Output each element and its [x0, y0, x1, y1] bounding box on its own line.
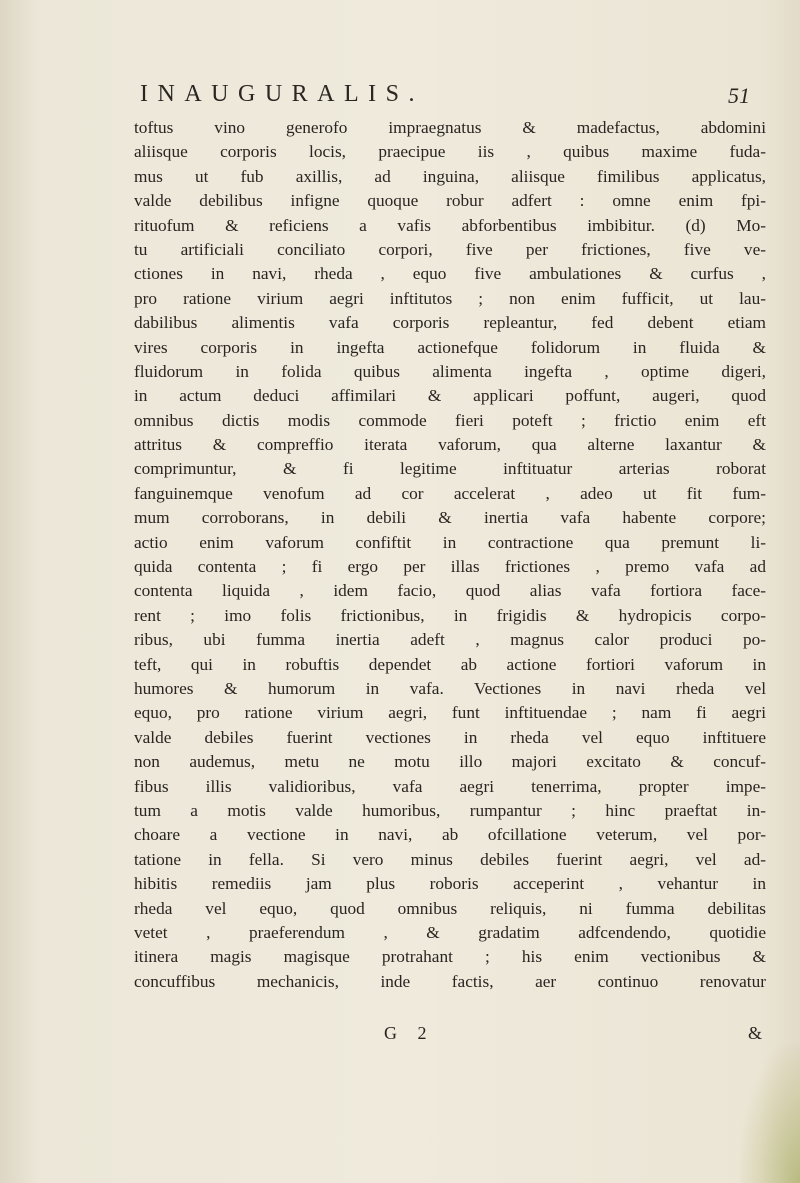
text-line: humores & humorum in vafa. Vectiones in navi rheda vel [134, 678, 766, 698]
text-line: teft, qui in robuftis dependet ab actione fortiori vaforum in [134, 654, 766, 674]
text-line: toftus vino generofo impraegnatus & madefactus, abdomini [134, 118, 766, 137]
text-line: concuffibus mechanicis, inde factis, aer continuo renovatur [134, 971, 766, 991]
text-line: vetet , praeferendum , & gradatim adfcendendo, quotidie [134, 922, 766, 942]
text-line: dabilibus alimentis vafa corporis repleantur, fed debent etiam [134, 313, 766, 333]
text-line: actio enim vaforum confiftit in contractione qua premunt li- [134, 532, 766, 552]
text-line: rent ; imo folis frictionibus, in frigidis & hydropicis corpo- [134, 605, 766, 625]
text-line: omnibus dictis modis commode fieri poteft ; frictio enim eft [134, 410, 766, 430]
running-title: INAUGURALIS. [140, 81, 424, 107]
body-text [134, 116, 766, 994]
text-line: in actum deduci affimilari & applicari poffunt, augeri, quod [134, 386, 766, 406]
text-line: pro ratione virium aegri inftitutos ; non enim fufficit, ut lau- [134, 288, 766, 308]
text-line: rituofum & reficiens a vafis abforbentibus imbibitur. (d) Mo- [134, 215, 766, 235]
text-line: mum corroborans, in debili & inertia vafa habente corpore; [134, 508, 766, 528]
text-line: attritus & compreffio iterata vaforum, qua alterne laxantur & [134, 435, 766, 455]
page-number: 51 [728, 83, 750, 108]
text-line: contenta liquida , idem facio, quod alias vafa fortiora face- [134, 581, 766, 601]
text-line: tatione in fella. Si vero minus debiles fuerint aegri, vel ad- [134, 849, 766, 869]
text-line: ribus, ubi fumma inertia adeft , magnus calor produci po- [134, 630, 766, 650]
text-line: tum a motis valde humoribus, rumpantur ; hinc praeftat in- [134, 800, 766, 820]
signature-mark: G 2 [384, 1023, 435, 1043]
catchword: & [747, 1023, 762, 1043]
text-line: equo, pro ratione virium aegri, funt inftituendae ; nam fi aegri [134, 703, 766, 723]
text-line: comprimuntur, & fi legitime inftituatur arterias roborat [134, 459, 766, 479]
text-line: ctiones in navi, rheda , equo five ambulationes & curfus , [134, 264, 766, 284]
text-line: non audemus, metu ne motu illo majori excitato & concuf- [134, 752, 766, 772]
text-line: quida contenta ; fi ergo per illas frictiones , premo vafa ad [134, 557, 766, 577]
page-header [140, 81, 750, 111]
text-line: vires corporis in ingefta actionefque folidorum in fluida & [134, 337, 766, 357]
text-line: aliisque corporis locis, praecipue iis , quibus maxime fuda- [134, 142, 766, 162]
text-line: fanguinemque venofum ad cor accelerat , adeo ut fit fum- [134, 483, 766, 503]
text-line: choare a vectione in navi, ab ofcillatione veterum, vel por- [134, 825, 766, 845]
text-line: fibus illis validioribus, vafa aegri tenerrima, propter impe- [134, 776, 766, 796]
text-line: hibitis remediis jam plus roboris acceperint , vehantur in [134, 874, 766, 894]
text-line: mus ut fub axillis, ad inguina, aliisque fimilibus applicatus, [134, 166, 766, 186]
text-line: valde debilibus infigne quoque robur adfert : omne enim fpi- [134, 191, 766, 211]
text-line: itinera magis magisque protrahant ; his enim vectionibus & [134, 947, 766, 967]
text-line: rheda vel equo, quod omnibus reliquis, ni fumma debilitas [134, 898, 766, 918]
text-line: tu artificiali conciliato corpori, five per frictiones, five ve- [134, 239, 766, 259]
page-stain [740, 1043, 800, 1183]
text-line: valde debiles fuerint vectiones in rheda vel equo inftituere [134, 727, 766, 747]
text-line: fluidorum in folida quibus alimenta ingefta , optime digeri, [134, 361, 766, 381]
